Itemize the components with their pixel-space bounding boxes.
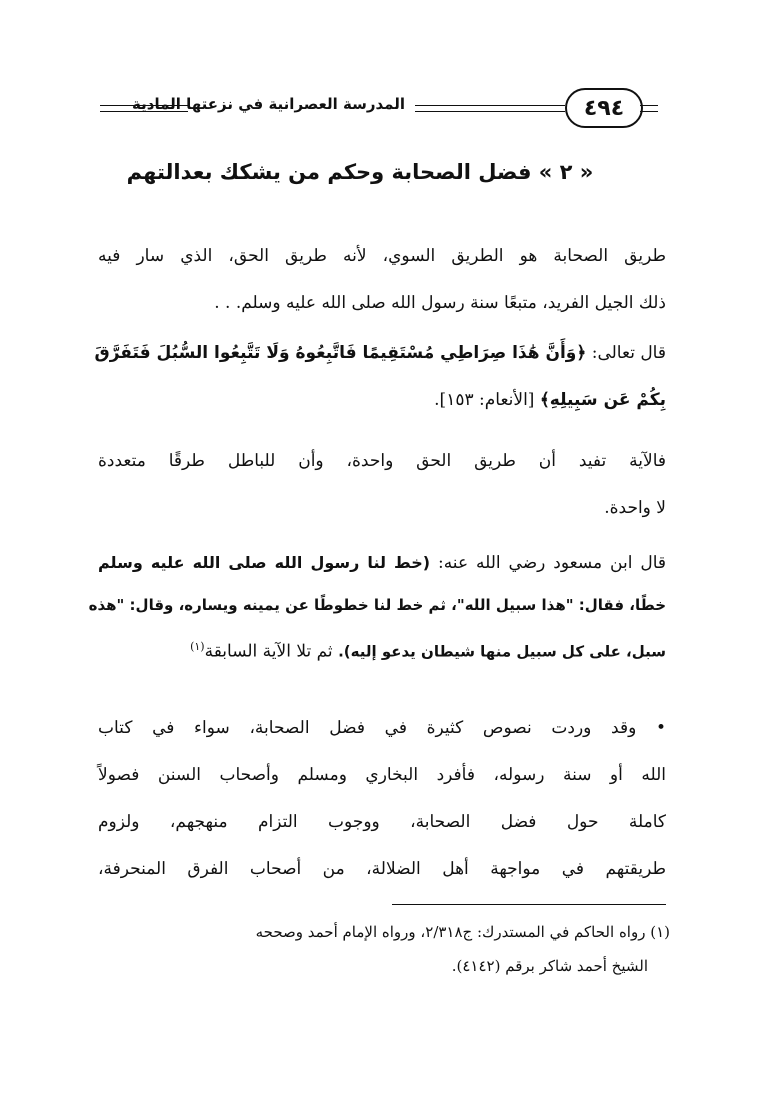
hadith-text-1: (خط لنا رسول الله صلى الله عليه وسلم xyxy=(98,553,431,572)
paragraph-line: ذلك الجيل الفريد، متبعًا سنة رسول الله صلى الله عليه وسلم. . . xyxy=(214,293,666,313)
paragraph-4-hadith xyxy=(88,542,666,673)
header-rule-middle xyxy=(415,105,565,112)
paragraph-line: كاملة حول فضل الصحابة، ووجوب التزام منهجهم، ولزوم xyxy=(98,812,666,832)
quran-verse-part2: بِكُمْ عَن سَبِيلِهِ﴾ xyxy=(539,390,666,410)
paragraph-line: لا واحدة. xyxy=(604,498,666,518)
page-number: ٤٩٤ xyxy=(565,88,643,128)
paragraph-3 xyxy=(98,438,666,532)
paragraph-line: طريقتهم في مواجهة أهل الضلالة، من أصحاب الفرق المنحرفة، xyxy=(98,859,666,879)
paragraph-line: الله أو سنة رسوله، فأفرد البخاري ومسلم وأصحاب السنن فصولاً xyxy=(98,765,667,785)
paragraph-5 xyxy=(98,705,666,893)
paragraph-1 xyxy=(98,233,666,327)
paragraph-line: • وقد وردت نصوص كثيرة في فضل الصحابة، سواء في كتاب xyxy=(98,718,666,738)
verse-reference: [الأنعام: ١٥٣]. xyxy=(434,390,535,410)
section-heading: « ٢ » فضل الصحابة وحكم من يشكك بعدالتهم xyxy=(126,160,594,184)
paragraph-line xyxy=(98,542,666,584)
paragraph-2-quran-citation xyxy=(94,330,666,424)
footnote-line: الشيخ أحمد شاكر برقم (٤١٤٢). xyxy=(451,957,648,975)
running-header-title: المدرسة العصرانية في نزعتها المادية xyxy=(132,95,405,113)
footnotes xyxy=(98,915,670,983)
hadith-intro: قال ابن مسعود رضي الله عنه: xyxy=(437,553,666,573)
quran-verse-part1: ﴿وَأَنَّ هَٰذَا صِرَاطِي مُسْتَقِيمًا فَاتَّبِعُوهُ وَلَا تَتَّبِعُوا السُّبُلَ فَتَفَرَّقَ xyxy=(94,343,587,363)
paragraph-line xyxy=(98,626,666,673)
footnote-line: (١) رواه الحاكم في المستدرك: ج٢/٣١٨، ورواه الإمام أحمد وصححه xyxy=(255,923,670,941)
paragraph-line xyxy=(98,377,666,424)
footnote-separator xyxy=(392,904,666,905)
footnote-ref[interactable]: (١) xyxy=(190,640,205,653)
paragraph-line xyxy=(88,584,666,626)
paragraph-line: طريق الصحابة هو الطريق السوي، لأنه طريق الحق، الذي سار فيه xyxy=(98,246,666,266)
paragraph-line xyxy=(94,330,666,377)
hadith-tail: ثم تلا الآية السابقة xyxy=(204,641,333,662)
verse-intro: قال تعالى: xyxy=(591,343,666,363)
hadith-text-2: خطًا، فقال: "هذا سبيل الله"، ثم خط لنا خطوطًا عن يمينه ويساره، وقال: "هذه xyxy=(88,596,666,614)
paragraph-line: فالآية تفيد أن طريق الحق واحدة، وأن للباطل طرقًا متعددة xyxy=(98,451,666,471)
header-rule-right xyxy=(640,105,658,112)
hadith-text-3: سبل، على كل سبيل منها شيطان يدعو إليه). xyxy=(338,642,666,661)
